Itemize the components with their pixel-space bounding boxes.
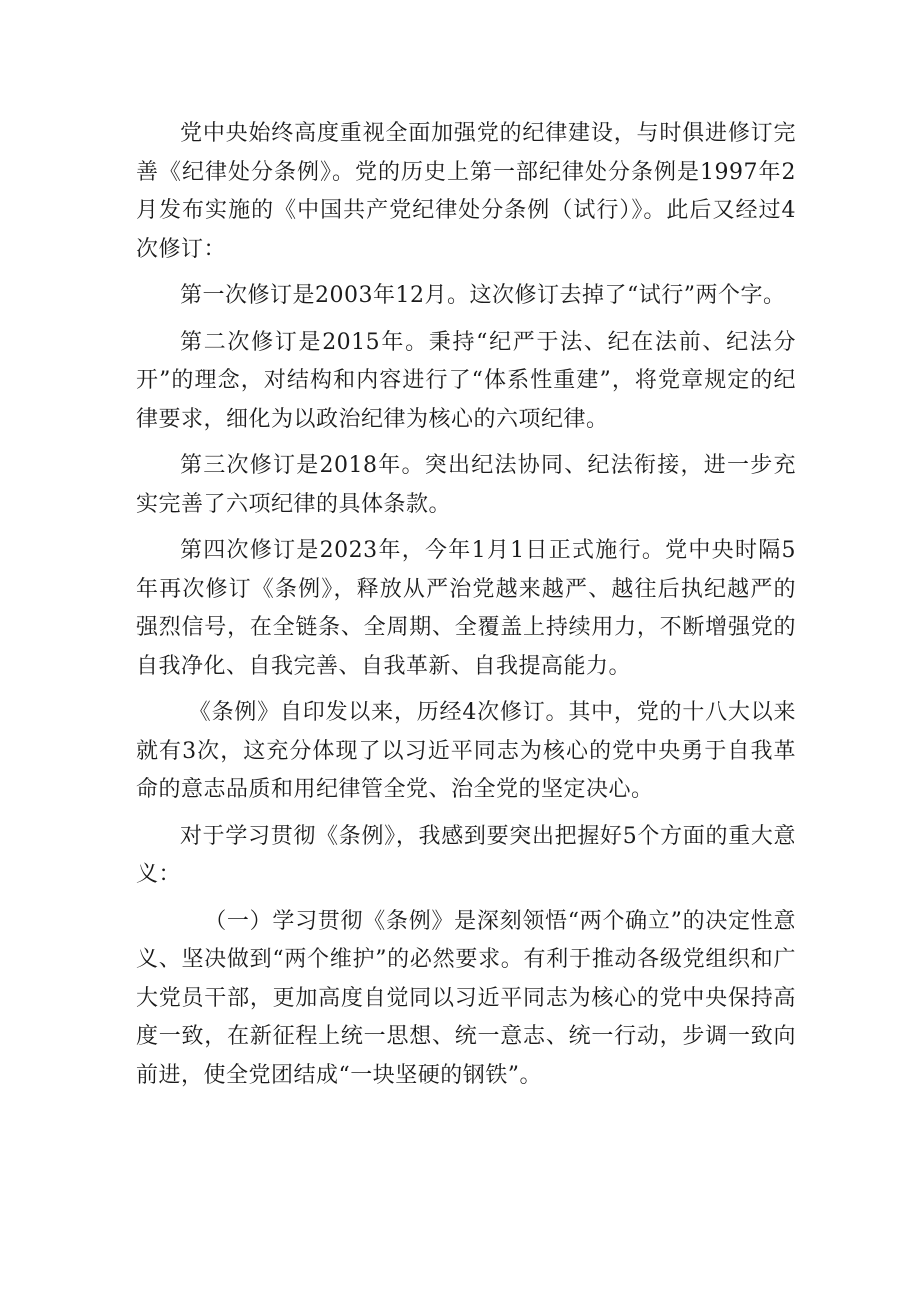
paragraph-first-revision: 第一次修订是2003年12月。这次修订去掉了“试行”两个字。 xyxy=(180,283,786,308)
paragraph-third-revision: 第三次修订是2018年。突出纪法协同、纪法衔接，进一步充实完善了六项纪律的具体条款。 xyxy=(136,453,796,517)
paragraph-fourth-revision: 第四次修订是2023年，今年1月1日正式施行。党中央时隔5年再次修订《条例》，释放从严治党越来越严、越往后执纪越严的强烈信号，在全链条、全周期、全覆盖上持续用力，不断增强党的自我净化、自我完善、自我革新、自我提高能力。 xyxy=(136,538,796,679)
paragraph-second-revision: 第二次修订是2015年。秉持“纪严于法、纪在法前、纪法分开”的理念，对结构和内容进行了“体系性重建”，将党章规定的纪律要求，细化为以政治纪律为核心的六项纪律。 xyxy=(136,329,796,432)
paragraph-significance-intro: 对于学习贯彻《条例》，我感到要突出把握好5个方面的重大意义： xyxy=(136,823,796,887)
paragraph-point-one: （一）学习贯彻《条例》是深刻领悟“两个确立”的决定性意义、坚决做到“两个维护”的必然要求。有利于推动各级党组织和广大党员干部，更加高度自觉同以习近平同志为核心的党中央保持高度一致，在新征程上统一思想、统一意志、统一行动，步调一致向前进，使全党团结成“一块坚硬的钢铁”。 xyxy=(136,908,796,1088)
paragraph-revision-summary: 《条例》自印发以来，历经4次修订。其中，党的十八大以来就有3次，这充分体现了以习近平同志为核心的党中央勇于自我革命的意志品质和用纪律管全党、治全党的坚定决心。 xyxy=(136,700,796,802)
paragraph-intro: 党中央始终高度重视全面加强党的纪律建设，与时俱进修订完善《纪律处分条例》。党的历史上第一部纪律处分条例是1997年2月发布实施的《中国共产党纪律处分条例（试行）》。此后又经过4次修订： xyxy=(136,121,796,262)
document-body xyxy=(136,115,796,1103)
